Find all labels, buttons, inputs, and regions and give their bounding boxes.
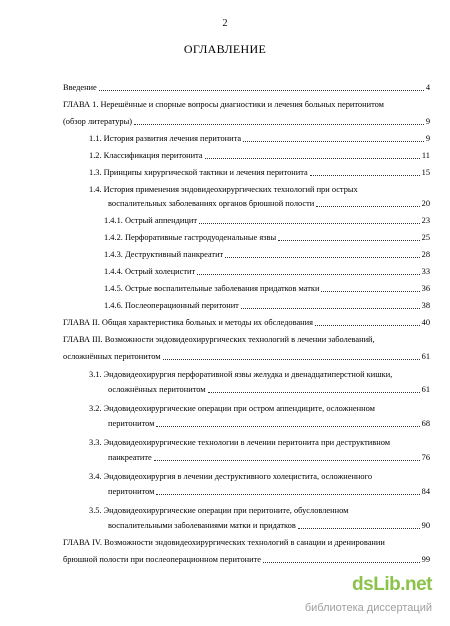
- toc-entry-text: (обзор литературы): [63, 117, 133, 126]
- toc-entry-text: ГЛАВА IV. Возможности эндовидеохирургических технологий в санации и дренировании: [63, 538, 385, 547]
- toc-entry-text: ГЛАВА II. Общая характеристика больных и методы их обследования: [63, 318, 313, 327]
- toc-entry-page: 76: [421, 453, 430, 462]
- toc-entry-page: 11: [421, 151, 430, 160]
- toc-entry-text: ГЛАВА 1. Нерешённые и спорные вопросы диагностики и лечения больных перитонитом: [63, 100, 384, 109]
- toc-entry-3-1-cont: [108, 385, 430, 395]
- toc-entry-text: 1.4.6. Послеоперационный перитонит: [104, 301, 239, 310]
- toc-entry-3-1: [89, 370, 392, 380]
- toc-entry-text: перитонитом: [108, 487, 155, 496]
- toc-entry-chapter-3-cont: [63, 352, 430, 362]
- toc-entry-page: 25: [421, 233, 430, 242]
- toc-entry-page: 4: [425, 83, 430, 92]
- toc-entry-page: 38: [421, 301, 430, 310]
- toc-entry-text: 1.1. История развития лечения перитонита: [89, 134, 242, 143]
- toc-entry-introduction: [63, 83, 430, 93]
- toc-entry-text: осложнённых перитонитом: [108, 385, 206, 394]
- toc-entry-3-3-cont: [108, 453, 430, 463]
- toc-entry-chapter-1: [63, 100, 384, 110]
- toc-entry-text: 1.2. Классификация перитонита: [89, 151, 203, 160]
- toc-entry-1-4-2: [104, 233, 430, 243]
- toc-entry-page: 33: [421, 267, 430, 276]
- toc-entry-3-4: [89, 472, 372, 482]
- toc-entry-page: 9: [425, 134, 430, 143]
- toc-entry-text: панкреатите: [108, 453, 152, 462]
- page-title: ОГЛАВЛЕНИЕ: [183, 42, 267, 56]
- toc-entry-3-4-cont: [108, 487, 430, 497]
- toc-entry-page: 90: [421, 521, 430, 530]
- toc-entry-page: 61: [421, 385, 430, 394]
- toc-entry-chapter-1-cont: [63, 117, 430, 127]
- toc-entry-page: 23: [421, 216, 430, 225]
- toc-entry-1-4-cont: [108, 199, 430, 209]
- toc-entry-1-4-4: [104, 267, 430, 277]
- toc-entry-3-5-cont: [108, 521, 430, 531]
- toc-entry-text: 1.4.5. Острые воспалительные заболевания придатков матки: [104, 284, 320, 293]
- toc-entry-1-4-5: [104, 284, 430, 294]
- toc-entry-text: 1.4.1. Острый аппендицит: [104, 216, 197, 225]
- page-number: 2: [222, 18, 228, 29]
- toc-entry-1-4-1: [104, 216, 430, 226]
- toc-entry-page: 36: [421, 284, 430, 293]
- toc-entry-page: 9: [425, 117, 430, 126]
- toc-entry-1-4-3: [104, 250, 430, 260]
- toc-entry-text: 3.1. Эндовидеохирургия перфоративной язвы желудка и двенадцатиперстной кишки,: [89, 370, 393, 379]
- toc-entry-page: 40: [421, 318, 430, 327]
- toc-entry-page: 20: [421, 199, 430, 208]
- toc-entry-text: 1.4. История применения эндовидеохирургических технологий при острых: [89, 185, 358, 194]
- toc-entry-text: 3.2. Эндовидеохирургические операции при остром аппендиците, осложненном: [89, 404, 375, 413]
- toc-entry-page: 15: [421, 168, 430, 177]
- toc-entry-1-4: [89, 185, 358, 195]
- toc-entry-text: 1.3. Принципы хирургической тактики и лечения перитонита: [89, 168, 308, 177]
- toc-entry-text: Введение: [63, 83, 97, 92]
- toc-entry-3-3: [89, 438, 390, 448]
- toc-entry-text: 1.4.3. Деструктивный панкреатит: [104, 250, 224, 259]
- toc-entry-text: осложнённых перитонитом: [63, 352, 161, 361]
- toc-entry-1-2: [89, 151, 430, 161]
- toc-entry-page: 68: [421, 419, 430, 428]
- toc-entry-1-1: [89, 134, 430, 144]
- toc-entry-text: брюшной полости при послеоперационном перитоните: [63, 555, 261, 564]
- toc-entry-text: 1.4.4. Острый холецистит: [104, 267, 196, 276]
- toc-entry-page: 61: [421, 352, 430, 361]
- toc-entry-page: 84: [421, 487, 430, 496]
- watermark-logo: dsLib.net: [352, 574, 432, 595]
- toc-entry-page: 28: [421, 250, 430, 259]
- toc-entry-text: 1.4.2. Перфоративные гастродуоденальные язвы: [104, 233, 277, 242]
- toc-entry-text: 3.3. Эндовидеохирургические технологии в лечении перитонита при деструктивном: [89, 438, 391, 447]
- toc-entry-3-2: [89, 404, 375, 414]
- toc-entry-1-3: [89, 168, 430, 178]
- toc-entry-3-2-cont: [108, 419, 430, 429]
- toc-entry-3-5: [89, 506, 348, 516]
- watermark-caption: библиотека диссертаций: [304, 602, 432, 614]
- toc-entry-chapter-2: [63, 318, 430, 328]
- toc-entry-text: перитонитом: [108, 419, 155, 428]
- toc-entry-chapter-3: [63, 335, 375, 345]
- toc-entry-chapter-4: [63, 538, 385, 548]
- toc-entry-chapter-4-cont: [63, 555, 430, 565]
- toc-entry-text: 3.5. Эндовидеохирургические операции при перитоните, обусловленном: [89, 506, 349, 515]
- toc-entry-text: воспалительными заболеваниями матки и придатков: [108, 521, 296, 530]
- toc-entry-text: ГЛАВА III. Возможности эндовидеохирургических технологий в лечении заболеваний,: [63, 335, 375, 344]
- toc-entry-1-4-6: [104, 301, 430, 311]
- toc-entry-page: 99: [421, 555, 430, 564]
- toc-entry-text: 3.4. Эндовидеохирургия в лечении деструктивного холецистита, осложненного: [89, 472, 373, 481]
- toc-entry-text: воспалительных заболеваниях органов брюшной полости: [108, 199, 315, 208]
